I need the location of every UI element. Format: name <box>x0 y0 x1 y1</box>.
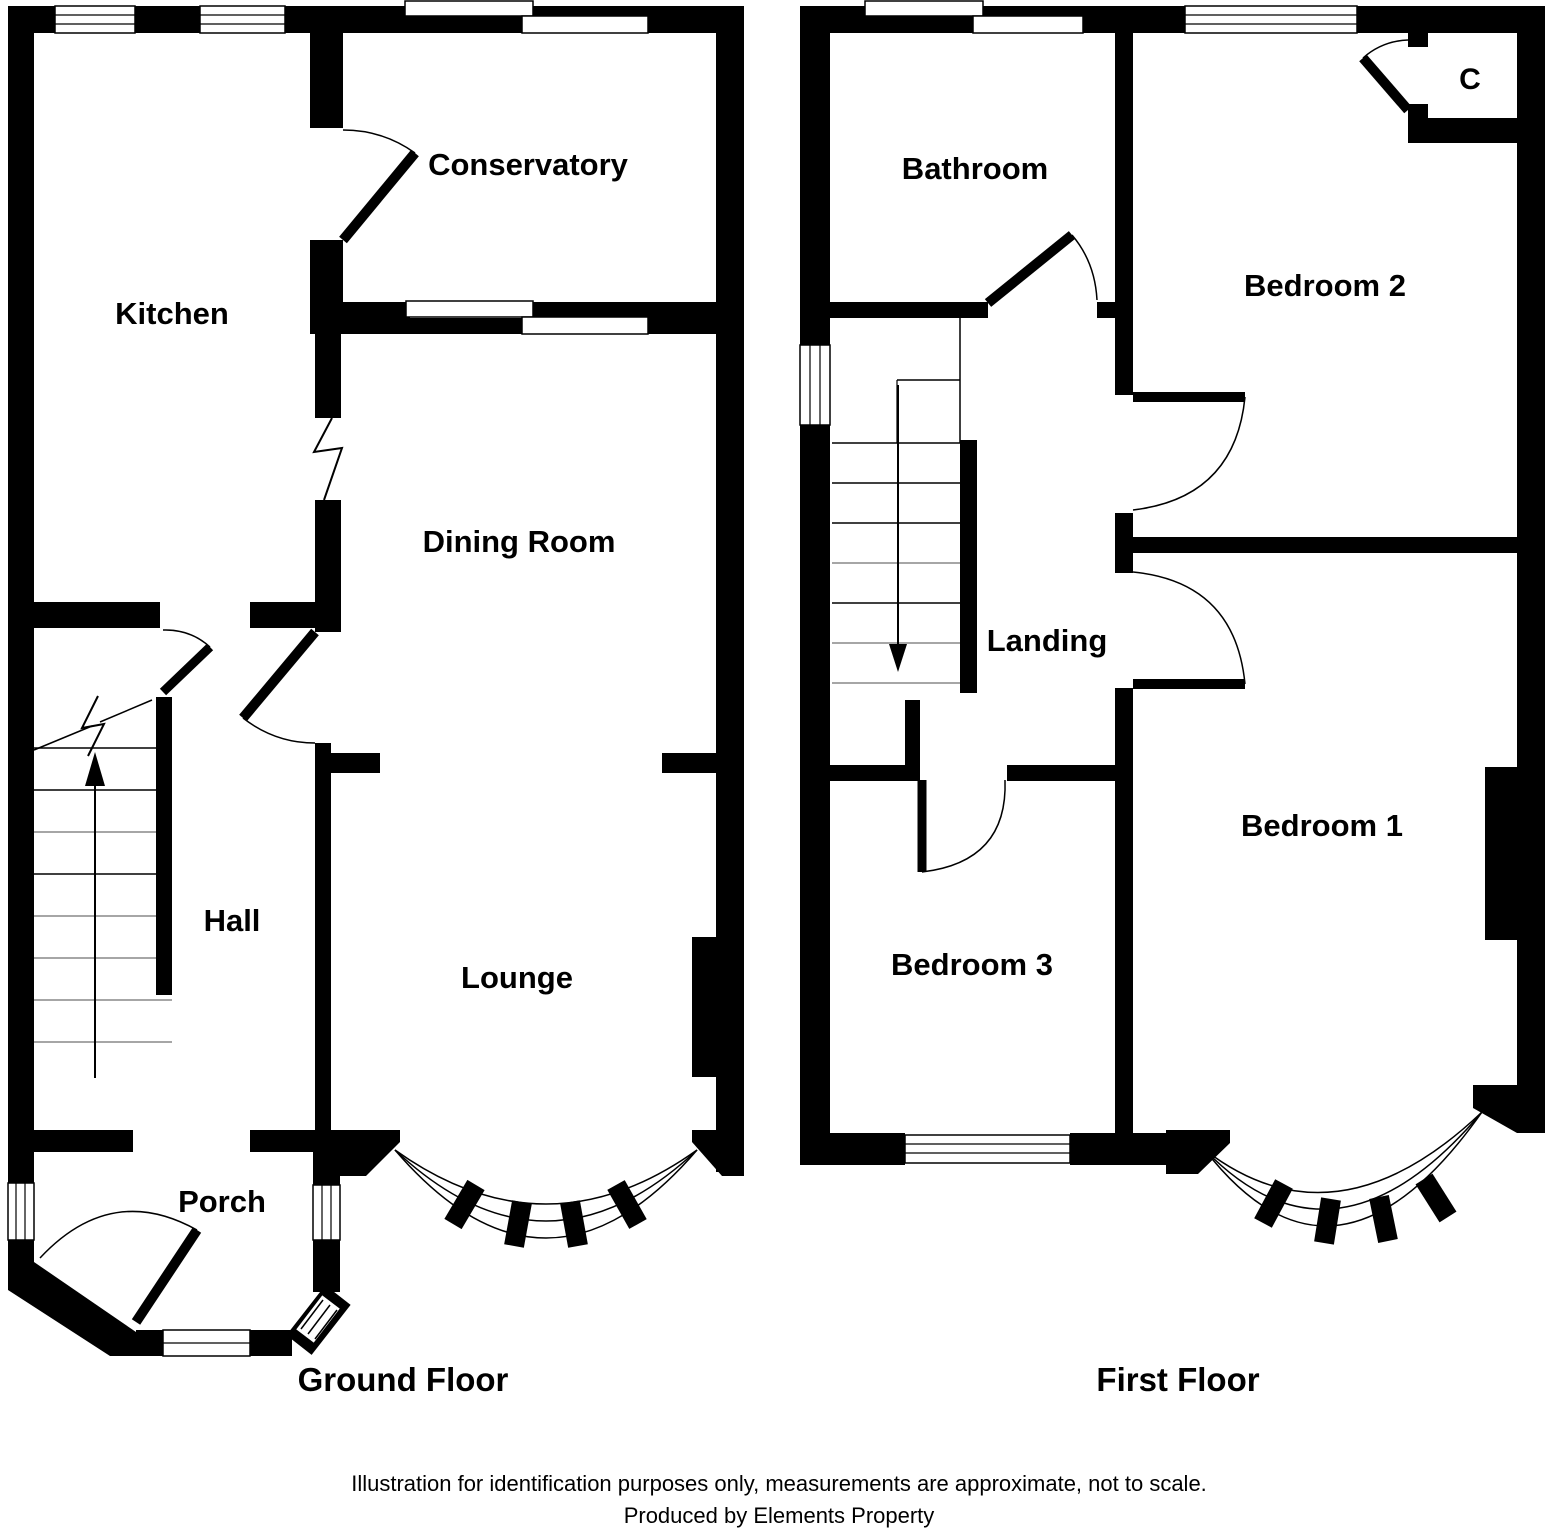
room-label-bedroom2: Bedroom 2 <box>1244 268 1406 303</box>
stairs-down-arrow-icon <box>889 385 907 672</box>
bedroom1-bay-window <box>1205 1112 1482 1243</box>
stairs-up-arrow-icon <box>85 752 105 1078</box>
room-label-lounge: Lounge <box>461 960 573 995</box>
room-label-bedroom1: Bedroom 1 <box>1241 808 1403 843</box>
lounge-bay-window <box>336 1130 744 1246</box>
first-floor-windows <box>800 1 1357 1163</box>
room-label-conservatory: Conservatory <box>428 147 628 182</box>
disclaimer-text: Illustration for identification purposes only, measurements are approximate, not to scale. <box>351 1471 1207 1496</box>
cupboard-label: C <box>1459 63 1481 96</box>
credit-text: Produced by Elements Property <box>623 1503 935 1528</box>
floor-title-ground: Ground Floor <box>297 1361 509 1398</box>
room-label-hall: Hall <box>203 903 261 938</box>
room-label-dining-room: Dining Room <box>422 524 616 559</box>
first-floor-stairs <box>832 318 960 683</box>
room-label-landing: Landing <box>986 623 1108 658</box>
room-label-bathroom: Bathroom <box>901 151 1049 186</box>
ground-floor-plan <box>8 1 744 1356</box>
room-label-kitchen: Kitchen <box>115 296 229 331</box>
room-label-bedroom3: Bedroom 3 <box>891 947 1053 982</box>
room-label-porch: Porch <box>178 1184 266 1219</box>
porch-corner-window <box>299 1295 338 1345</box>
ground-floor-stairs <box>34 696 172 1078</box>
wall-break-symbol <box>314 418 342 500</box>
first-floor-plan <box>800 1 1545 1243</box>
floor-title-first: First Floor <box>1096 1361 1260 1398</box>
